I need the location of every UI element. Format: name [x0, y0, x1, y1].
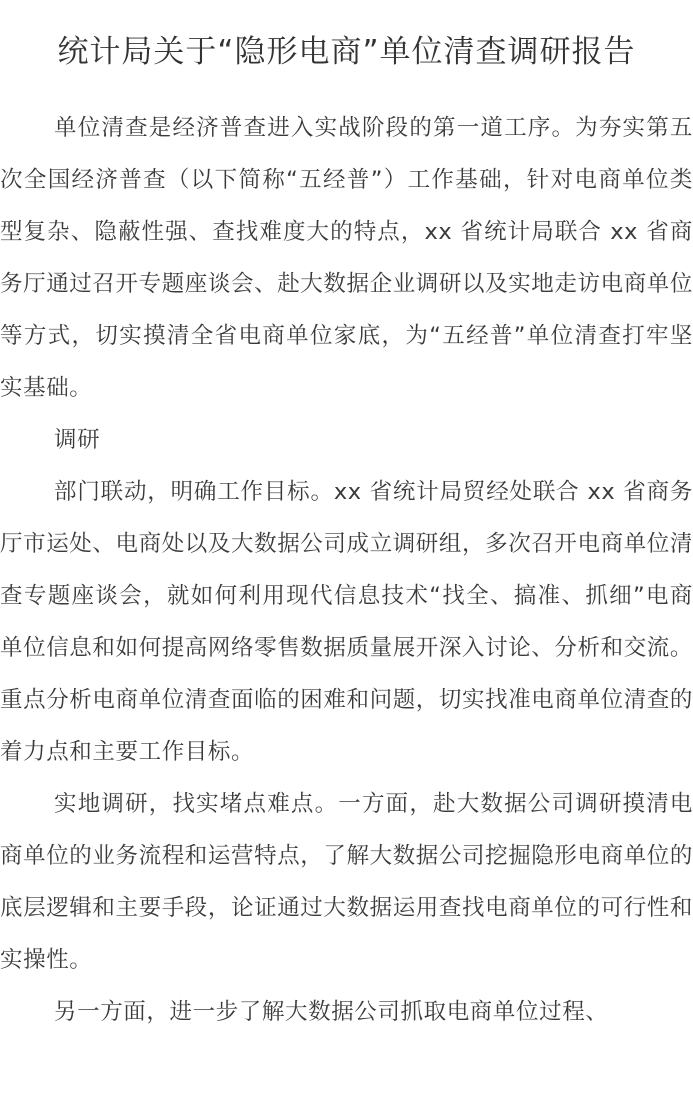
paragraph-department-coordination: 部门联动，明确工作目标。xx 省统计局贸经处联合 xx 省商务厅市运处、电商处以及大数据公司成立调研组，多次召开电商单位清查专题座谈会，就如何利用现代信息技术“找全、搞准、抓细”电商单位信息和如何提高网络零售数据质量展开深入讨论、分析和交流。重点分析电商单位清查面临的困难和问题，切实找准电商单位清查的着力点和主要工作目标。 — [0, 479, 693, 765]
paragraph-intro: 单位清查是经济普查进入实战阶段的第一道工序。为夯实第五次全国经济普查（以下简称“五经普”）工作基础，针对电商单位类型复杂、隐蔽性强、查找难度大的特点，xx 省统计局联合 xx 省商务厅通过召开专题座谈会、赴大数据企业调研以及实地走访电商单位等方式，切实摸清全省电商单位家底，为“五经普”单位清查打牢坚实基础。 — [0, 115, 693, 401]
paragraph-field-research: 实地调研，找实堵点难点。一方面，赴大数据公司调研摸清电商单位的业务流程和运营特点，了解大数据公司挖掘隐形电商单位的底层逻辑和主要手段，论证通过大数据运用查找电商单位的可行性和实操性。 — [0, 791, 693, 973]
document-title: 统计局关于“隐形电商”单位清查调研报告 — [57, 34, 636, 70]
document-body — [0, 102, 693, 1038]
paragraph-other-aspect: 另一方面，进一步了解大数据公司抓取电商单位过程、 — [54, 999, 609, 1025]
section-heading-survey: 调研 — [54, 427, 101, 453]
